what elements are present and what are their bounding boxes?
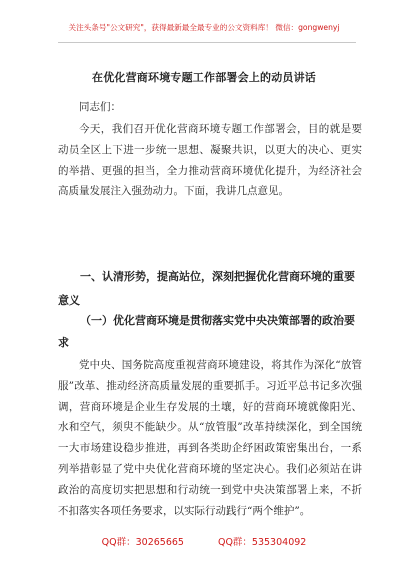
header-divider xyxy=(58,42,356,43)
paragraph-opening: 今天，我们召开优化营商环境专题工作部署会，目的就是要动员全区上下进一步统一思想、凝聚共识，以更大的决心、更实的举措、更强的担当，全力推动营商环境优化提升，为经济社会高质量发展注入强劲动力。下面，我讲几点意见。 xyxy=(58,123,362,198)
footer-contact xyxy=(0,534,408,548)
paragraph-body: 党中央、国务院高度重视营商环境建设，将其作为深化“放管服”改革、推动经济高质量发展的重要抓手。习近平总书记多次强调，营商环境是企业生存发展的土壤，好的营商环境就像阳光、水和空气，须臾不能缺少。从“放管服”改革持续深化，到全国统一大市场建设稳步推进，再到各类助企纾困政策密集出台，一系列举措彰显了党中央优化营商环境的坚定决心。我们必须站在讲政治的高度切实把思想和行动统一到党中央决策部署上来，不折不扣落实各项任务要求，以实际行动践行“两个维护”。 xyxy=(58,359,362,517)
document-title: 在优化营商环境专题工作部署会上的动员讲话 xyxy=(92,71,316,84)
header-promo-note: 关注头条号"公文研究"，获得最新最全最专业的公文资料库！ 微信：gongwenyj xyxy=(68,23,340,32)
footer-qq-group-2: QQ群：535304092 xyxy=(217,537,307,548)
salutation: 同志们： xyxy=(79,101,121,113)
footer-qq-group-1: QQ群：30265665 xyxy=(101,537,184,548)
subsection-heading-1: （一）优化营商环境是贯彻落实党中央决策部署的政治要求 xyxy=(58,314,355,349)
section-heading-1: 一、认清形势，提高站位，深刻把握优化营商环境的重要意义 xyxy=(58,270,355,307)
